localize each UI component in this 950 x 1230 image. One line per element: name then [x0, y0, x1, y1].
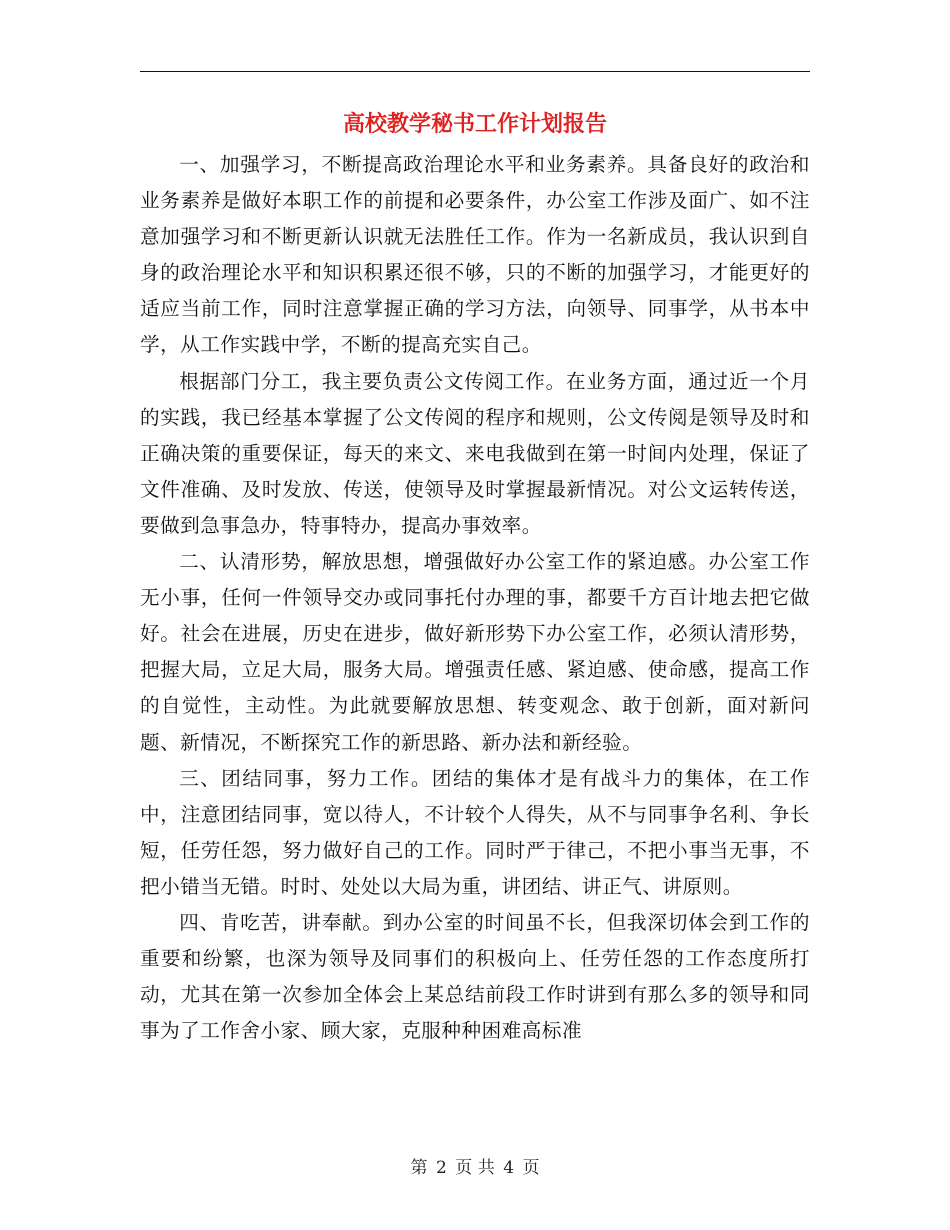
- page-footer: [0, 1153, 950, 1178]
- paragraph-document-circulation: 根据部门分工，我主要负责公文传阅工作。在业务方面，通过近一个月的实践，我已经基本掌握了公文传阅的程序和规则，公文传阅是领导及时和正确决策的重要保证，每天的来文、来电我做到在第一时间内处理，保证了文件准确、及时发放、传送，使领导及时掌握最新情况。对公文运转传送，要做到急事急办，特事特办，提高办事效率。: [140, 369, 810, 537]
- paragraph-situation: 二、认清形势，解放思想，增强做好办公室工作的紧迫感。办公室工作无小事，任何一件领导交办或同事托付办理的事，都要千方百计地去把它做好。社会在进展，历史在进步，做好新形势下办公室工作，必须认清形势，把握大局，立足大局，服务大局。增强责任感、紧迫感、使命感，提高工作的自觉性，主动性。为此就要解放思想、转变观念、敢于创新，面对新问题、新情况，不断探究工作的新思路、新办法和新经验。: [140, 550, 810, 754]
- footer-page-current: 2: [435, 1158, 447, 1178]
- document-title: 高校教学秘书工作计划报告: [342, 111, 607, 137]
- document-body: [140, 147, 810, 1049]
- footer-suffix: 页: [522, 1158, 540, 1178]
- footer-page-total: 4: [503, 1158, 515, 1178]
- header-rule: [140, 71, 810, 72]
- paragraph-dedication: 四、肯吃苦，讲奉献。到办公室的时间虽不长，但我深切体会到工作的重要和纷繁，也深为领导及同事们的积极向上、任劳任怨的工作态度所打动，尤其在第一次参加全体会上某总结前段工作时讲到有那么多的领导和同事为了工作舍小家、顾大家，克服种种困难高标准: [140, 910, 810, 1043]
- footer-middle: 页 共: [455, 1158, 495, 1178]
- paragraph-unity: 三、团结同事，努力工作。团结的集体才是有战斗力的集体，在工作中，注意团结同事，宽以待人，不计较个人得失，从不与同事争名利、争长短，任劳任怨，努力做好自己的工作。同时严于律己，不把小事当无事，不把小错当无错。时时、处处以大局为重，讲团结、讲正气、讲原则。: [140, 766, 810, 898]
- footer-prefix: 第: [410, 1158, 428, 1178]
- paragraph-study: 一、加强学习，不断提高政治理论水平和业务素养。具备良好的政治和业务素养是做好本职工作的前提和必要条件，办公室工作涉及面广、如不注意加强学习和不断更新认识就无法胜任工作。作为一名新成员，我认识到自身的政治理论水平和知识积累还很不够，只的不断的加强学习，才能更好的适应当前工作，同时注意掌握正确的学习方法，向领导、同事学，从书本中学，从工作实践中学，不断的提高充实自己。: [140, 153, 810, 357]
